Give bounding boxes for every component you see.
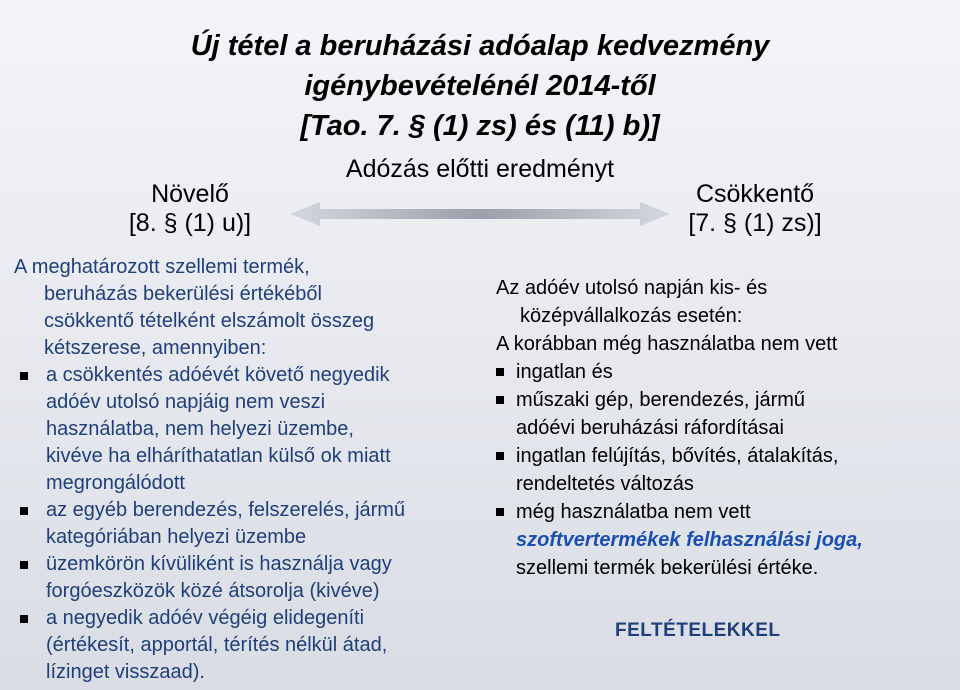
title-line-1: Új tétel a beruházási adóalap kedvezmény	[190, 30, 770, 62]
bullet-line: ingatlan és	[516, 361, 613, 383]
left-heading-title: Növelő	[151, 180, 229, 208]
right-intro-line: középvállalkozás esetén:	[520, 305, 743, 327]
bullet-line: lízinget visszaad).	[46, 661, 205, 683]
left-intro-line: A meghatározott szellemi termék,	[14, 256, 310, 278]
bullet-line: adóév utolsó napjáig nem veszi	[46, 391, 326, 413]
left-intro-line: kétszerese, amennyiben:	[44, 337, 267, 359]
left-heading	[90, 180, 290, 238]
list-item	[496, 358, 956, 386]
left-column	[14, 254, 454, 686]
bullet-line: (értékesít, apportál, térítés nélkül átad,	[46, 634, 388, 656]
right-pre-bullet: A korábban még használatba nem vett	[496, 333, 838, 355]
bullet-line: megrongálódott	[46, 472, 185, 494]
left-intro	[14, 254, 454, 362]
list-item	[496, 498, 956, 582]
left-heading-ref: [8. § (1) u)]	[128, 209, 252, 237]
right-bullet-list	[496, 358, 956, 582]
bullet-line: az egyéb berendezés, felszerelés, jármű	[46, 499, 406, 521]
square-bullet-icon	[496, 508, 504, 516]
right-heading-title: Csökkentő	[695, 180, 815, 208]
left-arrow-icon	[290, 200, 480, 228]
title-line-2: igénybevételénél 2014-től	[304, 70, 656, 102]
emphasis-text: szoftvertermékek felhasználási joga,	[516, 529, 863, 551]
list-item	[14, 551, 454, 605]
bullet-line: ingatlan felújítás, bővítés, átalakítás,	[516, 445, 839, 467]
title-line-3: [Tao. 7. § (1) zs) és (11) b)]	[300, 110, 660, 142]
bullet-line: adóévi beruházási ráfordításai	[516, 417, 784, 439]
list-item	[496, 386, 956, 442]
right-column	[496, 274, 956, 582]
bullet-line: üzemkörön kívüliként is használja vagy	[46, 553, 392, 575]
left-intro-line: csökkentő tételként elszámolt összeg	[44, 310, 375, 332]
closing-text: szellemi termék bekerülési értéke.	[516, 557, 819, 579]
bullet-line: műszaki gép, berendezés, jármű	[516, 389, 806, 411]
square-bullet-icon	[20, 561, 28, 569]
conditions-link[interactable]: FELTÉTELEKKEL	[615, 620, 781, 641]
square-bullet-icon	[496, 452, 504, 460]
bullet-line: kategóriában helyezi üzembe	[46, 526, 307, 548]
bullet-line: forgóeszközök közé átsorolja (kivéve)	[46, 580, 380, 602]
square-bullet-icon	[20, 507, 28, 515]
right-heading	[650, 180, 860, 238]
square-bullet-icon	[20, 372, 28, 380]
bullet-line: a csökkentés adóévét követő negyedik	[46, 364, 390, 386]
bullet-line: kivéve ha elháríthatatlan külső ok miatt	[46, 445, 391, 467]
left-intro-line: beruházás bekerülési értékéből	[44, 283, 322, 305]
list-item	[14, 362, 454, 497]
bullet-line: használatba, nem helyezi üzembe,	[46, 418, 354, 440]
square-bullet-icon	[20, 615, 28, 623]
right-arrow-icon	[480, 200, 670, 228]
subtitle: Adózás előtti eredményt	[345, 155, 615, 183]
right-heading-ref: [7. § (1) zs)]	[688, 209, 822, 237]
square-bullet-icon	[496, 368, 504, 376]
list-item	[14, 605, 454, 686]
list-item	[14, 497, 454, 551]
list-item	[496, 442, 956, 498]
bullet-line: rendeltetés változás	[516, 473, 694, 495]
slide-title	[120, 26, 840, 146]
right-intro-line: Az adóév utolsó napján kis- és	[496, 277, 768, 299]
left-bullet-list	[14, 362, 454, 686]
bullet-line: a negyedik adóév végéig elidegeníti	[46, 607, 365, 629]
square-bullet-icon	[496, 396, 504, 404]
bullet-line: még használatba nem vett	[516, 501, 751, 523]
